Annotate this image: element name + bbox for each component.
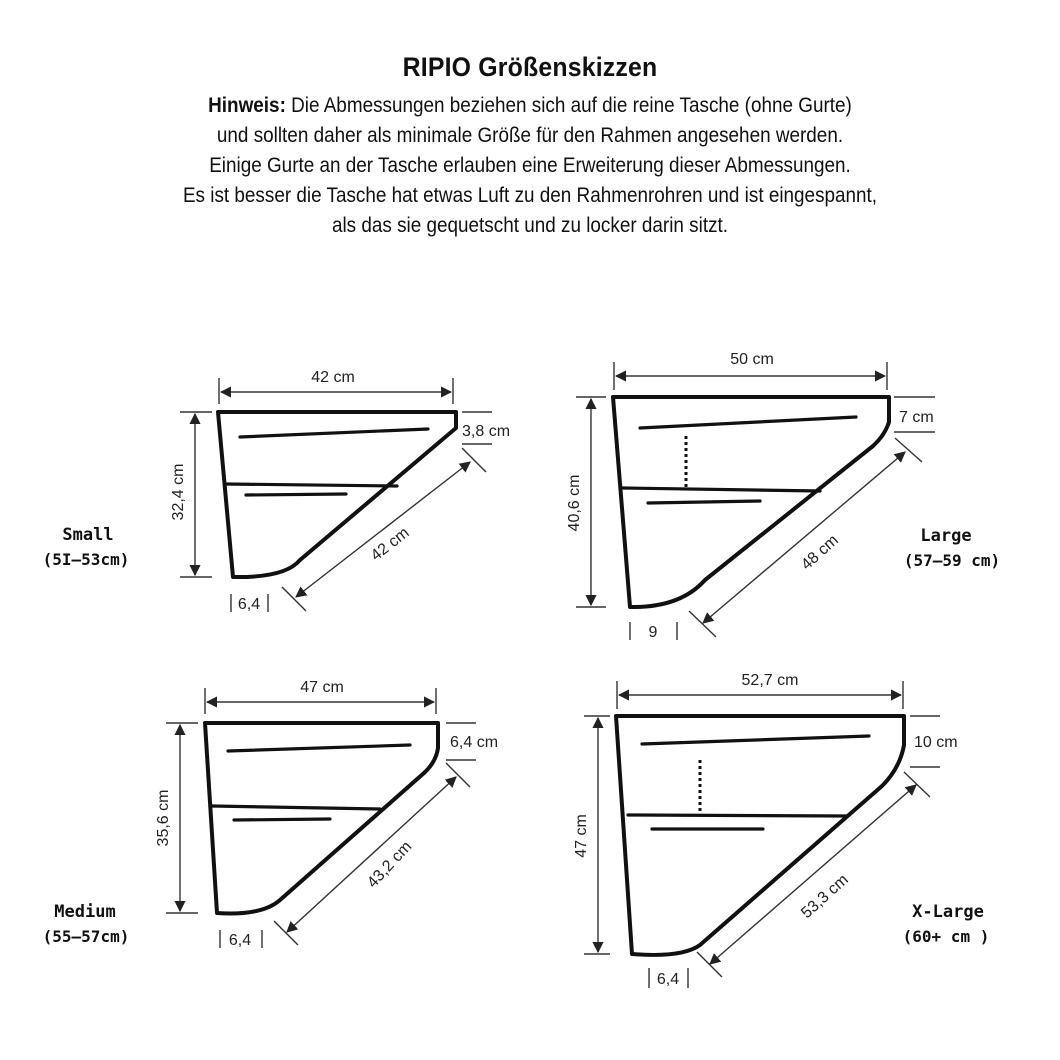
label-diagonal-medium: 43,2 cm	[364, 838, 416, 892]
label-bottom-small: 6,4	[237, 596, 261, 613]
size-range-xlarge: (60+ cm )	[902, 927, 990, 946]
divider-medium	[212, 806, 380, 809]
size-name-large: Large	[920, 526, 972, 546]
note-line-5: als das sie gequetscht und zu locker darin sitzt.	[331, 214, 729, 237]
divider-large	[623, 488, 820, 491]
pocket-line-small-bottom	[246, 494, 346, 495]
divider-xlarge	[628, 815, 846, 816]
note-line-4: Es ist besser die Tasche hat etwas Luft zu den Rahmenrohren und ist eingespannt,	[182, 184, 878, 207]
label-front-large: 7 cm	[899, 409, 934, 426]
note-text-1: Die Abmessungen beziehen sich auf die reine Tasche (ohne Gurte)	[291, 94, 852, 117]
label-bottom-medium: 6,4	[228, 932, 252, 949]
label-rear-small: 32,4 cm	[170, 463, 187, 521]
dim-diagonal-xlarge	[710, 785, 916, 964]
bag-outline-xlarge	[616, 716, 904, 955]
label-diagonal-large: 48 cm	[798, 531, 842, 574]
pocket-line-xlarge-top	[642, 736, 869, 744]
pocket-line-medium-top	[228, 745, 410, 751]
dim-tick	[282, 587, 306, 611]
dim-tick	[904, 772, 930, 797]
dim-diagonal-small	[296, 462, 470, 597]
label-top-large: 50 cm	[730, 351, 774, 368]
note-label: Hinweis:	[208, 94, 286, 117]
label-bottom-xlarge: 6,4	[656, 971, 680, 988]
label-top-small: 42 cm	[311, 369, 355, 386]
sketch-large	[566, 351, 1000, 641]
label-front-small: 3,8 cm	[462, 423, 511, 440]
label-diagonal-xlarge: 53,3 cm	[798, 871, 852, 923]
size-name-xlarge: X-Large	[912, 902, 984, 922]
note-line-3: Einige Gurte an der Tasche erlauben eine Erweiterung dieser Abmessungen.	[209, 154, 851, 177]
label-top-medium: 47 cm	[300, 679, 344, 696]
sketch-xlarge	[573, 672, 989, 988]
size-name-medium: Medium	[54, 902, 116, 922]
dim-tick	[895, 438, 922, 462]
sketch-small	[43, 369, 510, 613]
size-name-small: Small	[62, 525, 114, 545]
dim-tick	[462, 448, 486, 472]
label-rear-medium: 35,6 cm	[155, 789, 172, 847]
label-rear-xlarge: 47 cm	[573, 814, 590, 858]
label-bottom-large: 9	[648, 624, 658, 641]
size-range-medium: (55–57cm)	[42, 927, 130, 946]
dim-diagonal-medium	[287, 777, 456, 932]
label-front-medium: 6,4 cm	[450, 734, 499, 751]
label-top-xlarge: 52,7 cm	[741, 672, 799, 689]
dim-tick	[697, 952, 722, 977]
page-title: RIPIO Größenskizzen	[402, 52, 658, 82]
size-range-large: (57–59 cm)	[903, 551, 1001, 570]
size-range-small: (5I–53cm)	[42, 550, 130, 569]
sketch-medium	[43, 679, 498, 949]
dim-diagonal-large	[703, 452, 905, 623]
note-line-2: und sollten daher als minimale Größe für den Rahmen angesehen werden.	[216, 124, 844, 147]
label-front-xlarge: 10 cm	[914, 734, 958, 751]
pocket-line-medium-bottom	[234, 819, 330, 820]
pocket-line-large-bottom	[648, 501, 760, 503]
label-diagonal-small: 42 cm	[367, 524, 413, 565]
pocket-line-large-top	[640, 417, 856, 428]
divider-small	[225, 484, 397, 486]
pocket-line-small-top	[240, 429, 428, 437]
label-rear-large: 40,6 cm	[566, 474, 583, 532]
